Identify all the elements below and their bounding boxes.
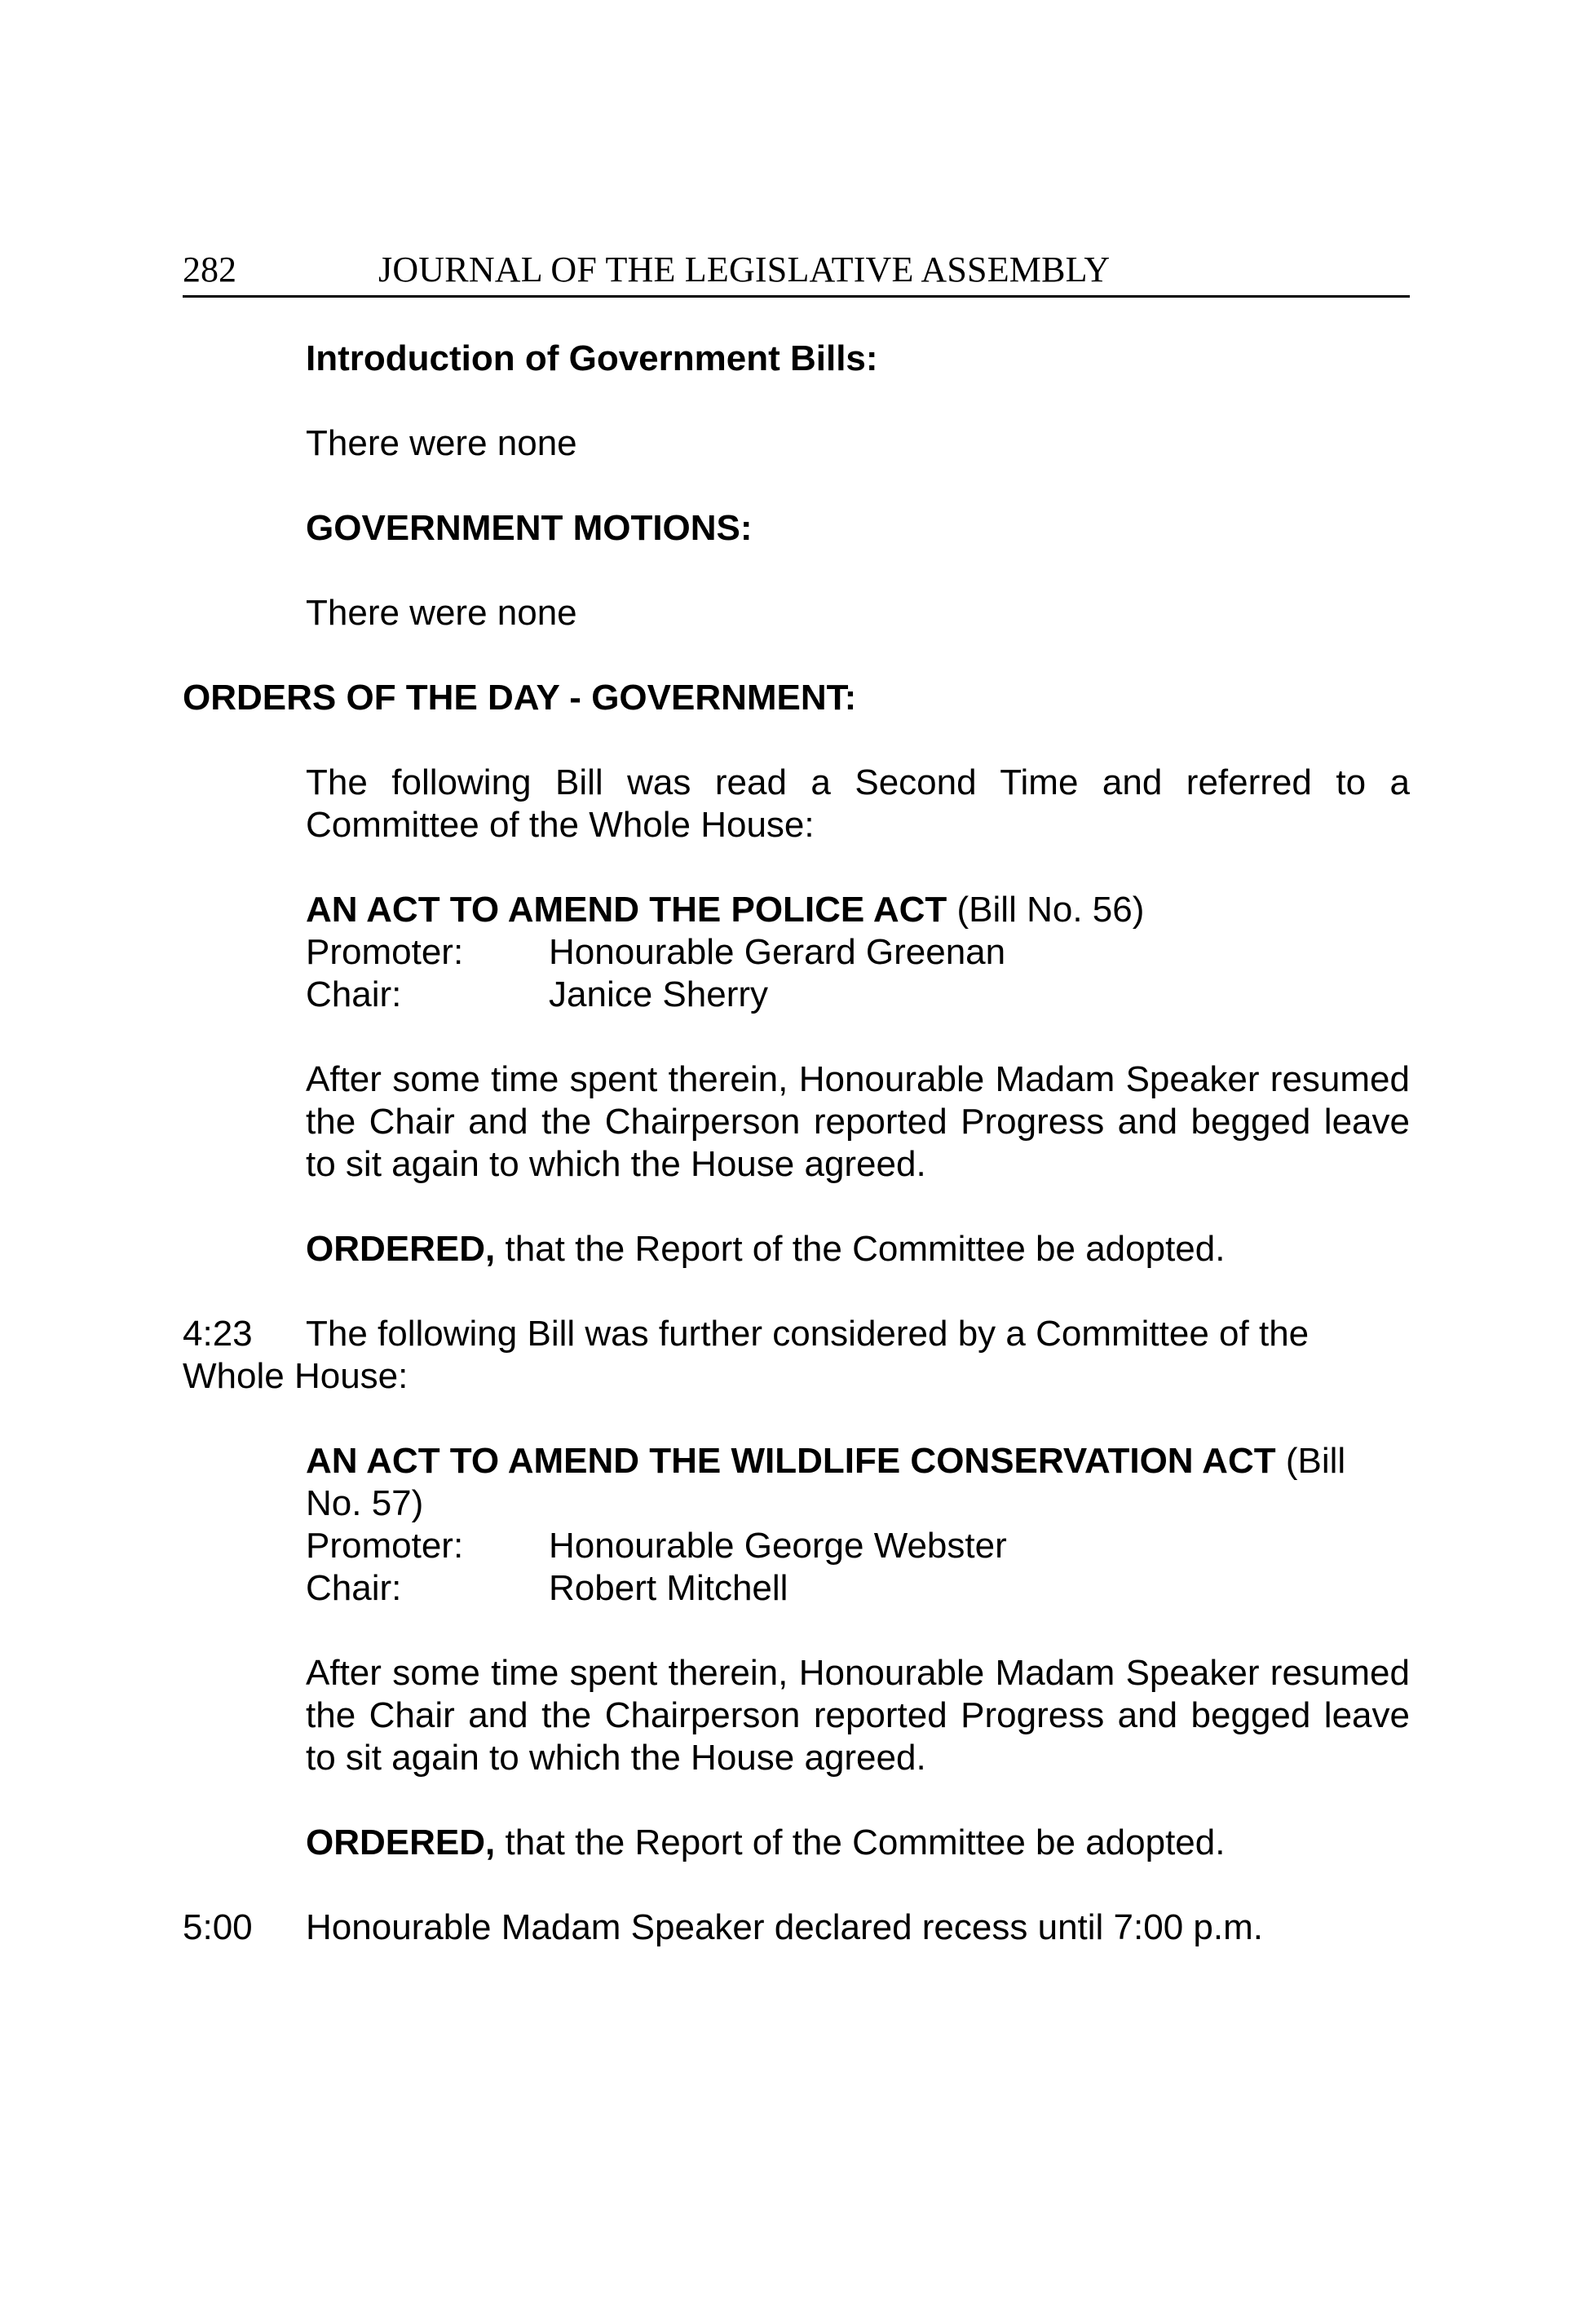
ordered-text: that the Report of the Committee be adopted.: [495, 1229, 1226, 1269]
intro-bills-text: There were none: [306, 423, 577, 463]
bill-entry-wildlife-act: [306, 1440, 1410, 1610]
chair-label: Chair:: [306, 974, 402, 1014]
promoter-row: [306, 931, 1410, 974]
bill-title-row: [306, 889, 1410, 931]
bill-title-row: [306, 1440, 1410, 1482]
bill-title: AN ACT TO AMEND THE WILDLIFE CONSERVATION ACT: [306, 1441, 1276, 1481]
ordered-paragraph: [306, 1228, 1410, 1270]
entry-time: 5:00: [183, 1907, 253, 1947]
bill-entry-police-act: [306, 889, 1410, 1016]
entry-text-line2: Whole House:: [183, 1356, 409, 1396]
chair-row: [306, 1567, 1410, 1610]
progress-report-text: After some time spent therein, Honourable Madam Speaker resumed the Chair and the Chairperson reported Progress and begged leave to sit again to which the House agreed.: [306, 1059, 1410, 1184]
time-entry-5-00: [183, 1906, 1410, 1949]
gov-motions-heading: GOVERNMENT MOTIONS:: [306, 508, 753, 548]
promoter-row: [306, 1525, 1410, 1567]
second-reading-text: The following Bill was read a Second Time and referred to a Committee of the Whole House:: [306, 762, 1410, 845]
ordered-paragraph: [306, 1822, 1410, 1864]
time-entry-4-23: [183, 1313, 1410, 1398]
promoter-label: Promoter:: [306, 932, 464, 972]
bill-title: AN ACT TO AMEND THE POLICE ACT: [306, 890, 947, 930]
ordered-text: that the Report of the Committee be adopted.: [495, 1823, 1226, 1862]
promoter-name: Honourable George Webster: [549, 1526, 1007, 1566]
page-number: 282: [183, 250, 236, 289]
promoter-name: Honourable Gerard Greenan: [549, 932, 1006, 972]
orders-of-day-heading: ORDERS OF THE DAY - GOVERNMENT:: [183, 678, 857, 718]
entry-text: Honourable Madam Speaker declared recess until 7:00 p.m.: [306, 1907, 1263, 1947]
intro-bills-heading: Introduction of Government Bills:: [306, 338, 878, 378]
running-title: JOURNAL OF THE LEGISLATIVE ASSEMBLY: [378, 250, 1111, 289]
time-entry-line1: [183, 1313, 1410, 1355]
bill-number-part1: (Bill: [1285, 1441, 1346, 1481]
progress-report-text: After some time spent therein, Honourable Madam Speaker resumed the Chair and the Chairperson reported Progress and begged leave to sit again to which the House agreed.: [306, 1653, 1410, 1778]
entry-time: 4:23: [183, 1314, 253, 1354]
chair-row: [306, 974, 1410, 1016]
page-header: [183, 245, 1410, 298]
chair-name: Janice Sherry: [549, 974, 769, 1014]
bill-number-part2: No. 57): [306, 1483, 424, 1523]
promoter-label: Promoter:: [306, 1526, 464, 1566]
ordered-label: ORDERED,: [306, 1229, 496, 1269]
bill-number: (Bill No. 56): [956, 890, 1145, 930]
ordered-label: ORDERED,: [306, 1823, 496, 1862]
gov-motions-text: There were none: [306, 593, 577, 633]
chair-label: Chair:: [306, 1568, 402, 1608]
entry-text-line1: The following Bill was further considered by a Committee of the: [306, 1314, 1310, 1354]
chair-name: Robert Mitchell: [549, 1568, 788, 1608]
